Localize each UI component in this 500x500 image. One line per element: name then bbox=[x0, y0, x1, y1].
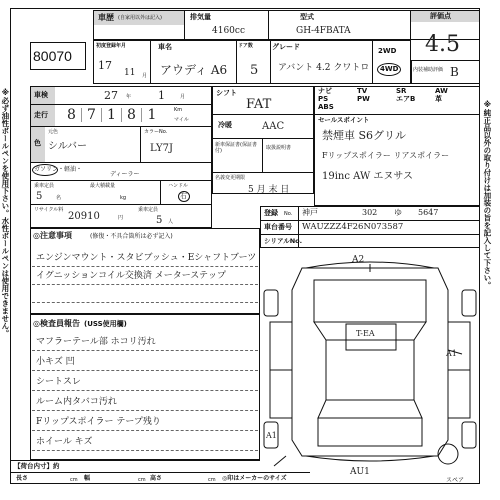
interior-label: 内装補助評価 bbox=[413, 67, 444, 73]
plate-label: 登録 bbox=[264, 209, 278, 217]
caution-line-1: エンジンマウント・スタビブッシュ・Eシャフトブーツ bbox=[36, 253, 257, 263]
option-item: PS bbox=[318, 95, 329, 103]
plate-number: 5647 bbox=[418, 208, 439, 217]
color-value: シルバー bbox=[48, 141, 88, 152]
original-color-label: 元色 bbox=[48, 129, 59, 135]
caution-title: ◎注意事項 bbox=[33, 231, 72, 240]
mile-unit: マイル bbox=[174, 117, 189, 123]
report-line: シートスレ bbox=[36, 377, 81, 387]
chassis-label: 車台番号 bbox=[264, 223, 292, 231]
model-label: 型式 bbox=[300, 13, 314, 21]
cm-2: cm bbox=[138, 477, 146, 483]
report-line: Fリップスポイラー テープ残り bbox=[36, 417, 161, 427]
mileage-digit: 7 bbox=[82, 108, 102, 122]
shaken-month: 1 bbox=[158, 89, 165, 102]
car-trunk bbox=[318, 418, 422, 446]
sales-line-3: 19inc AW エヌサス bbox=[322, 171, 414, 182]
handle-label: ハンドル bbox=[168, 183, 189, 189]
code-top: A2 bbox=[352, 255, 365, 265]
year-label: 車歴 bbox=[98, 13, 114, 22]
drive-4wd: 4WD bbox=[380, 65, 399, 73]
fuel-options: ガソリン・軽油・ bbox=[34, 166, 83, 173]
code-bottom: AU1 bbox=[350, 467, 370, 477]
plate-class: 302 bbox=[362, 208, 378, 217]
height-label: 高さ bbox=[150, 475, 163, 482]
lot-number: 80070 bbox=[33, 48, 72, 64]
report-sub: (USS使用欄) bbox=[84, 320, 127, 328]
load-label: 最大積載量 bbox=[90, 183, 116, 189]
side-note-left: ※必ず油性ボールペンを使用下さい。水性ボールペンは使用できません。 bbox=[0, 88, 10, 337]
cargo-label: 【荷台内寸】約 bbox=[14, 462, 60, 470]
shift-value: FAT bbox=[246, 97, 272, 112]
color-label: 色 bbox=[34, 139, 41, 147]
cm-3: cm bbox=[208, 477, 216, 483]
car-name-label: 車名 bbox=[158, 43, 172, 51]
wheel-rear-right bbox=[462, 422, 476, 448]
shaken-year: 27 bbox=[104, 89, 118, 102]
rear-bumper bbox=[306, 456, 434, 461]
caution-line-2: イグニッションコイル交換済 メーターステップ bbox=[36, 271, 227, 281]
color-no-label: カラーNo. bbox=[144, 129, 168, 135]
code-seat: T-EA bbox=[356, 329, 375, 338]
shaken-label: 車検 bbox=[34, 91, 48, 99]
option-item: AW bbox=[435, 87, 448, 95]
year-sub: (自家用以外は記入) bbox=[118, 15, 162, 21]
report-line: ルーム内タバコ汚れ bbox=[36, 397, 117, 407]
reg-month: 11 bbox=[124, 68, 136, 78]
code-left: A1 bbox=[266, 431, 277, 440]
seating-label: 乗車定員 bbox=[138, 207, 159, 213]
report-title: ◎検査員報告 bbox=[33, 319, 80, 328]
seating-value: 5 bbox=[156, 215, 163, 226]
option-item: TV bbox=[357, 87, 368, 95]
option-item: 革 bbox=[435, 95, 442, 103]
score-value: 4.5 bbox=[425, 32, 460, 57]
option-item: ABS bbox=[318, 103, 334, 111]
sales-label: セールスポイント bbox=[318, 116, 370, 124]
report-line: ホイール キズ bbox=[36, 437, 93, 447]
spare-label: スペア bbox=[446, 477, 465, 484]
grade-label: グレード bbox=[272, 43, 300, 51]
cm-1: cm bbox=[70, 477, 78, 483]
capacity-value: 5 bbox=[36, 191, 43, 202]
capacity-unit: 名 bbox=[56, 195, 62, 201]
color-no-value: LY7J bbox=[150, 143, 173, 154]
recycle-label: リサイクル料 bbox=[34, 207, 64, 213]
ac-label: 冷暖 bbox=[218, 121, 232, 129]
option-item: SR bbox=[396, 87, 407, 95]
wheel-front-left bbox=[264, 290, 278, 316]
fuel-selected-circle bbox=[32, 164, 58, 176]
spare-tire bbox=[438, 444, 458, 464]
report-line: マフラーテール部 ホコリ汚れ bbox=[36, 337, 156, 347]
shift-label: シフト bbox=[216, 89, 237, 97]
seating-unit: 人 bbox=[168, 219, 174, 225]
dealer-label: ディーラー bbox=[110, 171, 140, 178]
mileage-digits bbox=[62, 108, 162, 122]
plate-area: 神戸 bbox=[302, 208, 318, 217]
car-body-outline bbox=[292, 268, 448, 456]
ac-value: AAC bbox=[262, 121, 285, 132]
handle-value: 右 bbox=[180, 192, 187, 200]
plate-no-label: No. bbox=[284, 211, 293, 217]
side-note-right: ※純正品以外の取り付けは加装の旨を記入して下さい。 bbox=[482, 100, 492, 289]
grade-value: アバント 4.2 クワトロ bbox=[278, 63, 370, 73]
option-item: PW bbox=[357, 95, 370, 103]
report-line: 小キズ 凹 bbox=[36, 357, 75, 367]
reg-month-unit: 月 bbox=[142, 73, 148, 79]
km-unit: Km bbox=[174, 107, 183, 113]
caution-sub: (修復・不具合箇所は必ず記入) bbox=[90, 233, 173, 240]
serial-label: シリアルNo. bbox=[264, 237, 303, 245]
change-value: 5 月 末 日 bbox=[248, 185, 290, 195]
length-label: 長さ bbox=[16, 475, 29, 482]
mileage-digit: 8 bbox=[122, 108, 142, 122]
model-value: GH-4FBATA bbox=[296, 26, 351, 36]
reg-year: 17 bbox=[98, 59, 112, 72]
chassis-value: WAUZZZ4F26N073587 bbox=[302, 222, 404, 232]
sales-line-1: 禁煙車 S6グリル bbox=[322, 129, 407, 142]
options-grid bbox=[318, 88, 476, 111]
manual-label: 取扱説明書 bbox=[266, 145, 292, 151]
displacement-label: 排気量 bbox=[190, 13, 211, 21]
car-rear-window bbox=[318, 400, 422, 418]
shaken-year-unit: 年 bbox=[126, 94, 132, 100]
interior-value: B bbox=[450, 65, 459, 79]
car-hood bbox=[314, 280, 426, 322]
plate-kana: ゆ bbox=[394, 208, 402, 217]
mileage-digit: 8 bbox=[62, 108, 82, 122]
mileage-label: 走行 bbox=[34, 111, 48, 119]
displacement-value: 4160cc bbox=[212, 26, 245, 36]
doors-label: ドア数 bbox=[238, 43, 253, 49]
doors-value: 5 bbox=[250, 63, 259, 78]
car-diagram bbox=[262, 250, 480, 468]
sales-line-2: Fリップスポイラー リアスポイラー bbox=[322, 151, 450, 160]
recycle-value: 20910 bbox=[68, 211, 100, 222]
option-item: エアB bbox=[396, 95, 416, 103]
load-unit: kg bbox=[120, 195, 127, 201]
option-item: ナビ bbox=[318, 87, 332, 95]
first-reg-label: 初度登録年月 bbox=[96, 43, 127, 49]
car-name-value: アウディ A6 bbox=[160, 63, 228, 77]
drive-2wd: 2WD bbox=[378, 47, 397, 55]
warranty-label: 新車保証書(保証書付) bbox=[215, 142, 257, 154]
recycle-unit: 円 bbox=[118, 215, 124, 221]
shaken-month-unit: 月 bbox=[180, 94, 186, 100]
width-label: 幅 bbox=[84, 475, 91, 482]
footer-note: ◎印はメーカーのサイズ bbox=[222, 475, 287, 482]
mileage-digit: 1 bbox=[147, 107, 157, 123]
wheel-front-right bbox=[462, 290, 476, 316]
score-label: 評価点 bbox=[430, 12, 451, 20]
change-label: 名義変更期限 bbox=[215, 175, 246, 181]
mileage-digit: 1 bbox=[102, 108, 122, 122]
car-roof bbox=[326, 340, 414, 400]
code-right: A1 bbox=[446, 349, 457, 358]
capacity-label: 乗車定員 bbox=[34, 183, 55, 189]
